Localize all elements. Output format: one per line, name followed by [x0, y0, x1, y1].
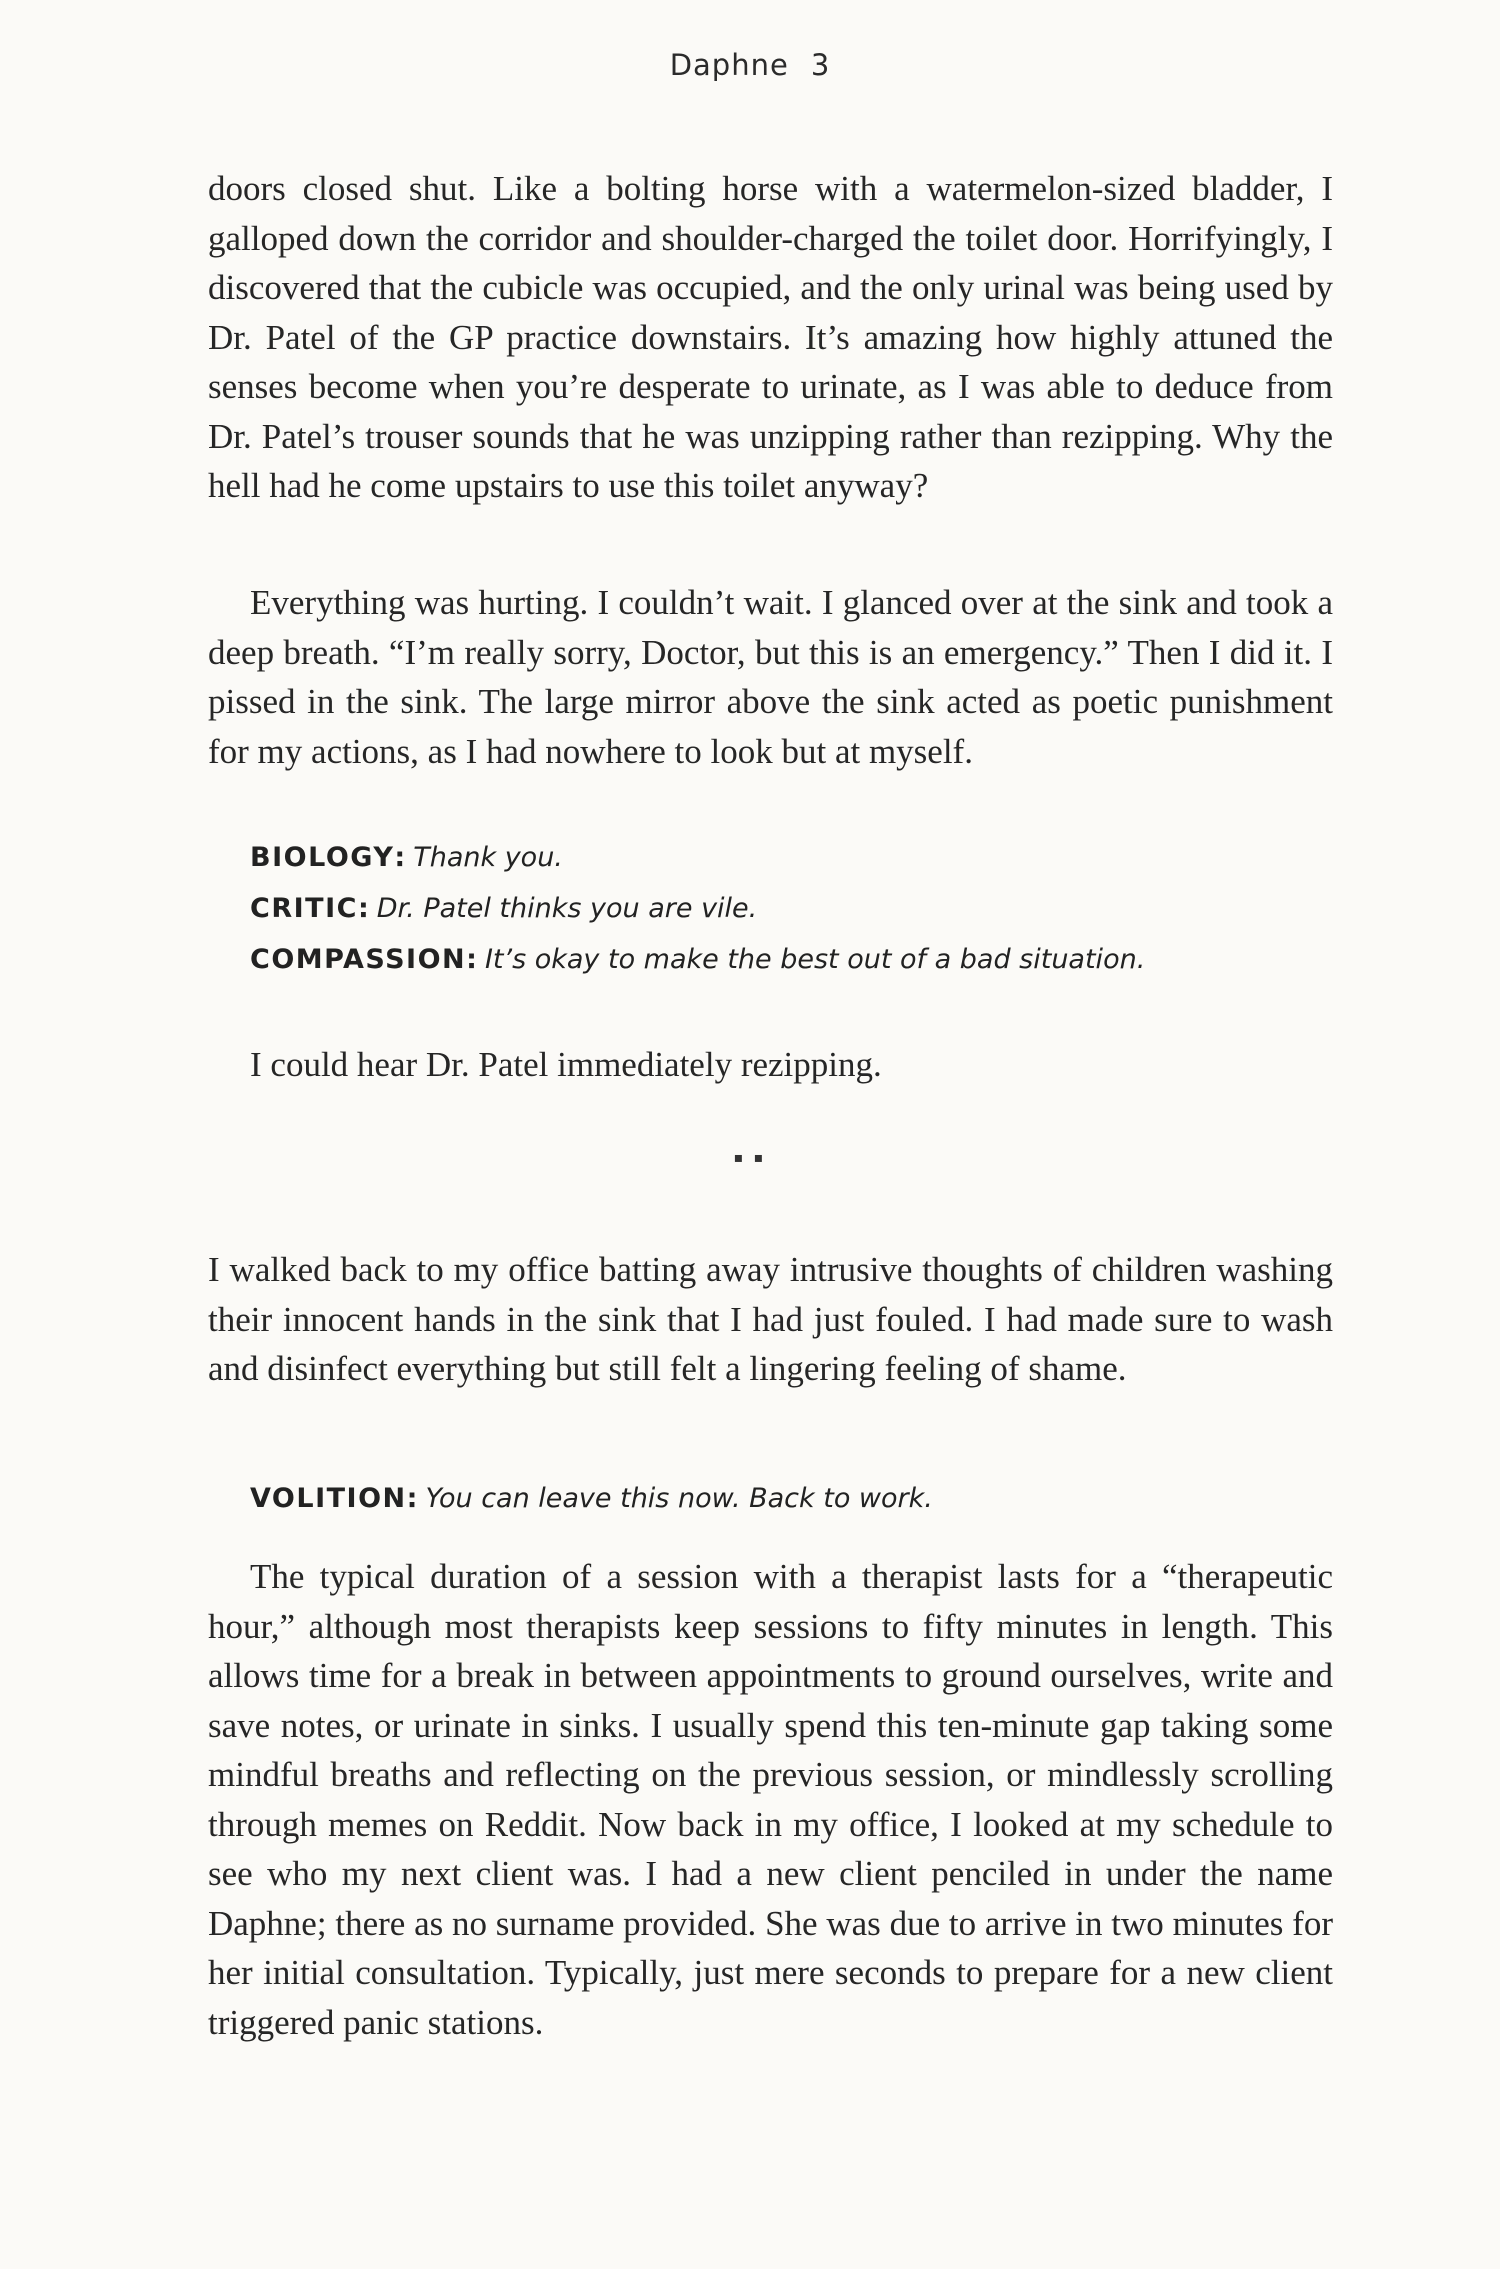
- voice-speaker: COMPASSION: [250, 944, 467, 975]
- page-number: 3: [810, 48, 831, 82]
- chapter-title: Daphne: [669, 48, 789, 82]
- running-head: [0, 48, 1500, 82]
- paragraph-4: I walked back to my office batting away intrusive thoughts of children washing their innocent hands in the sink that I had just fouled. I had made sure to wash and disinfect everything but still felt a lingering feeling of shame.: [208, 1250, 1333, 1388]
- voice-line-biology: [250, 832, 1310, 883]
- voice-colon: :: [406, 1483, 418, 1514]
- voice-colon: :: [394, 842, 406, 873]
- voice-quote: You can leave this now. Back to work.: [425, 1483, 933, 1514]
- voice-speaker: CRITIC: [250, 893, 358, 924]
- inner-voices-block-1: [250, 832, 1310, 985]
- voice-line-volition: [250, 1473, 1310, 1524]
- section-break: ▪ ▪: [733, 1150, 767, 1166]
- voice-speaker: BIOLOGY: [250, 842, 395, 873]
- voice-line-critic: [250, 883, 1310, 934]
- paragraph-1: doors closed shut. Like a bolting horse with a watermelon-sized bladder, I galloped down the corridor and shoulder-charged the toilet door. Horrifyingly, I discovered that the cubicle was occupied, and the only urinal was being used by Dr. Patel of the GP practice downstairs. It’s amazing how highly attuned the senses become when you’re desperate to urinate, as I was able to deduce from Dr. Patel’s trouser sounds that he was unzipping rather than rezipping. Why the hell had he come upstairs to use this toilet anyway?: [208, 169, 1333, 505]
- voice-speaker: VOLITION: [250, 1483, 407, 1514]
- voice-quote: Dr. Patel thinks you are vile.: [376, 893, 758, 924]
- paragraph-3: I could hear Dr. Patel immediately rezipping.: [250, 1045, 882, 1084]
- voice-line-compassion: [250, 934, 1310, 985]
- voice-quote: It’s okay to make the best out of a bad situation.: [484, 944, 1146, 975]
- inner-voices-block-2: [250, 1473, 1310, 1524]
- paragraph-2: Everything was hurting. I couldn’t wait. I glanced over at the sink and took a deep breath. “I’m really sorry, Doctor, but this is an emergency.” Then I did it. I pissed in the sink. The large mirror above the sink acted as poetic punishment for my actions, as I had nowhere to look but at myself.: [208, 583, 1333, 771]
- paragraph-5: The typical duration of a session with a therapist lasts for a “therapeutic hour,” although most therapists keep sessions to fifty minutes in length. This allows time for a break in between appointments to ground ourselves, write and save notes, or urinate in sinks. I usually spend this ten-minute gap taking some mindful breaths and reflecting on the previous session, or mindlessly scrolling through memes on Reddit. Now back in my office, I looked at my schedule to see who my next client was. I had a new client penciled in under the name Daphne; there as no surname provided. She was due to arrive in two minutes for her initial consultation. Typically, just mere seconds to prepare for a new client triggered panic stations.: [208, 1557, 1333, 2042]
- voice-colon: :: [466, 944, 477, 975]
- voice-colon: :: [357, 893, 369, 924]
- voice-quote: Thank you.: [413, 842, 563, 873]
